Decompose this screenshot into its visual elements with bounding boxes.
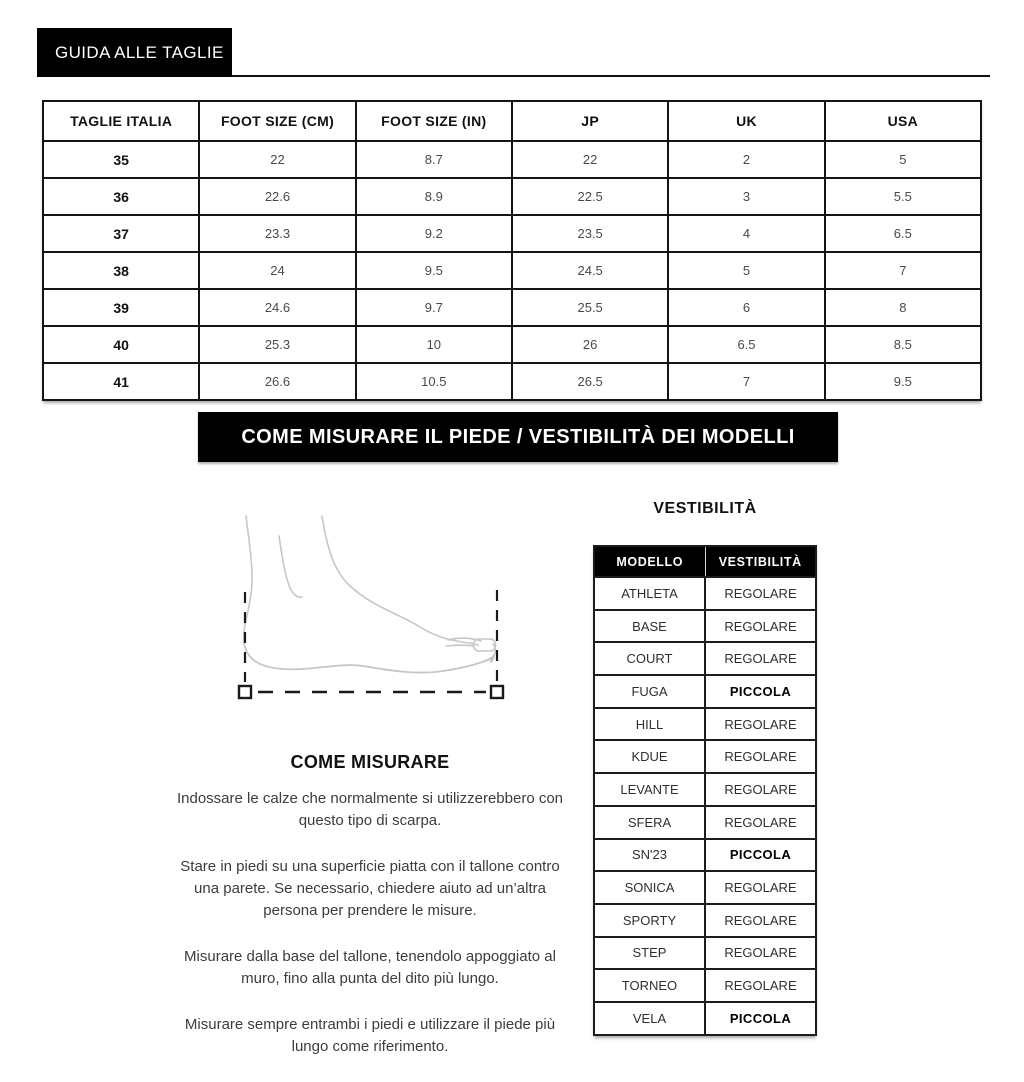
cell-size-it: 35 <box>43 141 199 178</box>
cell-size-it: 36 <box>43 178 199 215</box>
table-row <box>43 326 981 363</box>
cell-model: BASE <box>594 610 705 643</box>
cell-fit: REGOLARE <box>705 708 816 741</box>
cell-cm: 26.6 <box>199 363 355 400</box>
cell-uk: 7 <box>668 363 824 400</box>
table-row <box>43 215 981 252</box>
column-header-uk: UK <box>668 101 824 141</box>
cell-model: FUGA <box>594 675 705 708</box>
column-header-foot-size-cm: FOOT SIZE (CM) <box>199 101 355 141</box>
cell-in: 10 <box>356 326 512 363</box>
cell-usa: 5.5 <box>825 178 981 215</box>
cell-size-it: 40 <box>43 326 199 363</box>
cell-uk: 5 <box>668 252 824 289</box>
cell-fit: REGOLARE <box>705 937 816 970</box>
cell-uk: 2 <box>668 141 824 178</box>
cell-fit: REGOLARE <box>705 740 816 773</box>
cell-cm: 24 <box>199 252 355 289</box>
column-header-foot-size-in: FOOT SIZE (IN) <box>356 101 512 141</box>
cell-fit: REGOLARE <box>705 969 816 1002</box>
cell-fit: PICCOLA <box>705 839 816 872</box>
cell-fit: PICCOLA <box>705 1002 816 1035</box>
cell-fit: REGOLARE <box>705 610 816 643</box>
cell-model: KDUE <box>594 740 705 773</box>
fit-row <box>594 642 816 675</box>
cell-fit: PICCOLA <box>705 675 816 708</box>
column-header-vestibilita: VESTIBILITÀ <box>705 546 816 577</box>
cell-model: VELA <box>594 1002 705 1035</box>
table-row <box>43 363 981 400</box>
cell-jp: 24.5 <box>512 252 668 289</box>
measure-heading: COME MISURARE <box>290 752 450 772</box>
fit-row <box>594 675 816 708</box>
cell-model: LEVANTE <box>594 773 705 806</box>
column-header-jp: JP <box>512 101 668 141</box>
cell-jp: 23.5 <box>512 215 668 252</box>
table-row <box>43 178 981 215</box>
cell-usa: 9.5 <box>825 363 981 400</box>
cell-fit: REGOLARE <box>705 642 816 675</box>
column-header-modello: MODELLO <box>594 546 705 577</box>
cell-usa: 5 <box>825 141 981 178</box>
cell-fit: REGOLARE <box>705 871 816 904</box>
cell-uk: 3 <box>668 178 824 215</box>
fit-row <box>594 708 816 741</box>
cell-model: TORNEO <box>594 969 705 1002</box>
cell-in: 8.7 <box>356 141 512 178</box>
cell-fit: REGOLARE <box>705 577 816 610</box>
measure-paragraph: Misurare sempre entrambi i piedi e utilizzare il piede più lungo come riferimento. <box>184 1016 556 1055</box>
cell-jp: 22 <box>512 141 668 178</box>
fit-row <box>594 937 816 970</box>
size-conversion-table <box>42 100 982 401</box>
cell-fit: REGOLARE <box>705 904 816 937</box>
measure-paragraph: Misurare dalla base del tallone, tenendolo appoggiato al muro, fino alla punta del dito più lungo. <box>184 948 556 987</box>
size-table-header-row <box>43 101 981 141</box>
cell-jp: 26 <box>512 326 668 363</box>
cell-size-it: 37 <box>43 215 199 252</box>
cell-jp: 22.5 <box>512 178 668 215</box>
cell-cm: 24.6 <box>199 289 355 326</box>
fit-row <box>594 610 816 643</box>
table-row <box>43 141 981 178</box>
cell-model: SFERA <box>594 806 705 839</box>
section-banner-label: COME MISURARE IL PIEDE / VESTIBILITÀ DEI MODELLI <box>241 425 795 448</box>
cell-in: 8.9 <box>356 178 512 215</box>
cell-usa: 7 <box>825 252 981 289</box>
fit-row <box>594 577 816 610</box>
foot-measurement-diagram <box>210 488 540 720</box>
cell-model: STEP <box>594 937 705 970</box>
fit-table-header-row <box>594 546 816 577</box>
cell-model: ATHLETA <box>594 577 705 610</box>
fit-row <box>594 839 816 872</box>
cell-fit: REGOLARE <box>705 773 816 806</box>
measure-paragraph: Indossare le calze che normalmente si utilizzerebbero con questo tipo di scarpa. <box>176 790 564 829</box>
cell-size-it: 39 <box>43 289 199 326</box>
table-row <box>43 289 981 326</box>
cell-model: HILL <box>594 708 705 741</box>
cell-uk: 4 <box>668 215 824 252</box>
cell-cm: 23.3 <box>199 215 355 252</box>
cell-model: SONICA <box>594 871 705 904</box>
cell-usa: 8.5 <box>825 326 981 363</box>
fit-row <box>594 904 816 937</box>
fit-table <box>593 545 817 1036</box>
section-banner <box>198 412 838 462</box>
measure-instructions <box>172 788 568 1082</box>
cell-model: SPORTY <box>594 904 705 937</box>
measure-paragraph: Stare in piedi su una superficie piatta con il tallone contro una parete. Se necessario, chiedere aiuto ad un’altra persona per prendere le misure. <box>180 858 560 919</box>
cell-in: 9.5 <box>356 252 512 289</box>
cell-fit: REGOLARE <box>705 806 816 839</box>
cell-cm: 22 <box>199 141 355 178</box>
page-title-label: GUIDA ALLE TAGLIE <box>55 42 224 62</box>
cell-cm: 22.6 <box>199 178 355 215</box>
column-header-taglie-italia: TAGLIE ITALIA <box>43 101 199 141</box>
cell-uk: 6 <box>668 289 824 326</box>
table-row <box>43 252 981 289</box>
fit-row <box>594 1002 816 1035</box>
fit-section-title: VESTIBILITÀ <box>653 500 757 517</box>
cell-model: SN'23 <box>594 839 705 872</box>
cell-in: 10.5 <box>356 363 512 400</box>
page-title <box>37 28 232 77</box>
cell-size-it: 41 <box>43 363 199 400</box>
fit-row <box>594 740 816 773</box>
cell-in: 9.2 <box>356 215 512 252</box>
cell-size-it: 38 <box>43 252 199 289</box>
cell-jp: 25.5 <box>512 289 668 326</box>
cell-uk: 6.5 <box>668 326 824 363</box>
cell-usa: 8 <box>825 289 981 326</box>
cell-jp: 26.5 <box>512 363 668 400</box>
cell-usa: 6.5 <box>825 215 981 252</box>
fit-row <box>594 773 816 806</box>
cell-in: 9.7 <box>356 289 512 326</box>
cell-model: COURT <box>594 642 705 675</box>
fit-row <box>594 806 816 839</box>
cell-cm: 25.3 <box>199 326 355 363</box>
column-header-usa: USA <box>825 101 981 141</box>
fit-row <box>594 871 816 904</box>
fit-row <box>594 969 816 1002</box>
